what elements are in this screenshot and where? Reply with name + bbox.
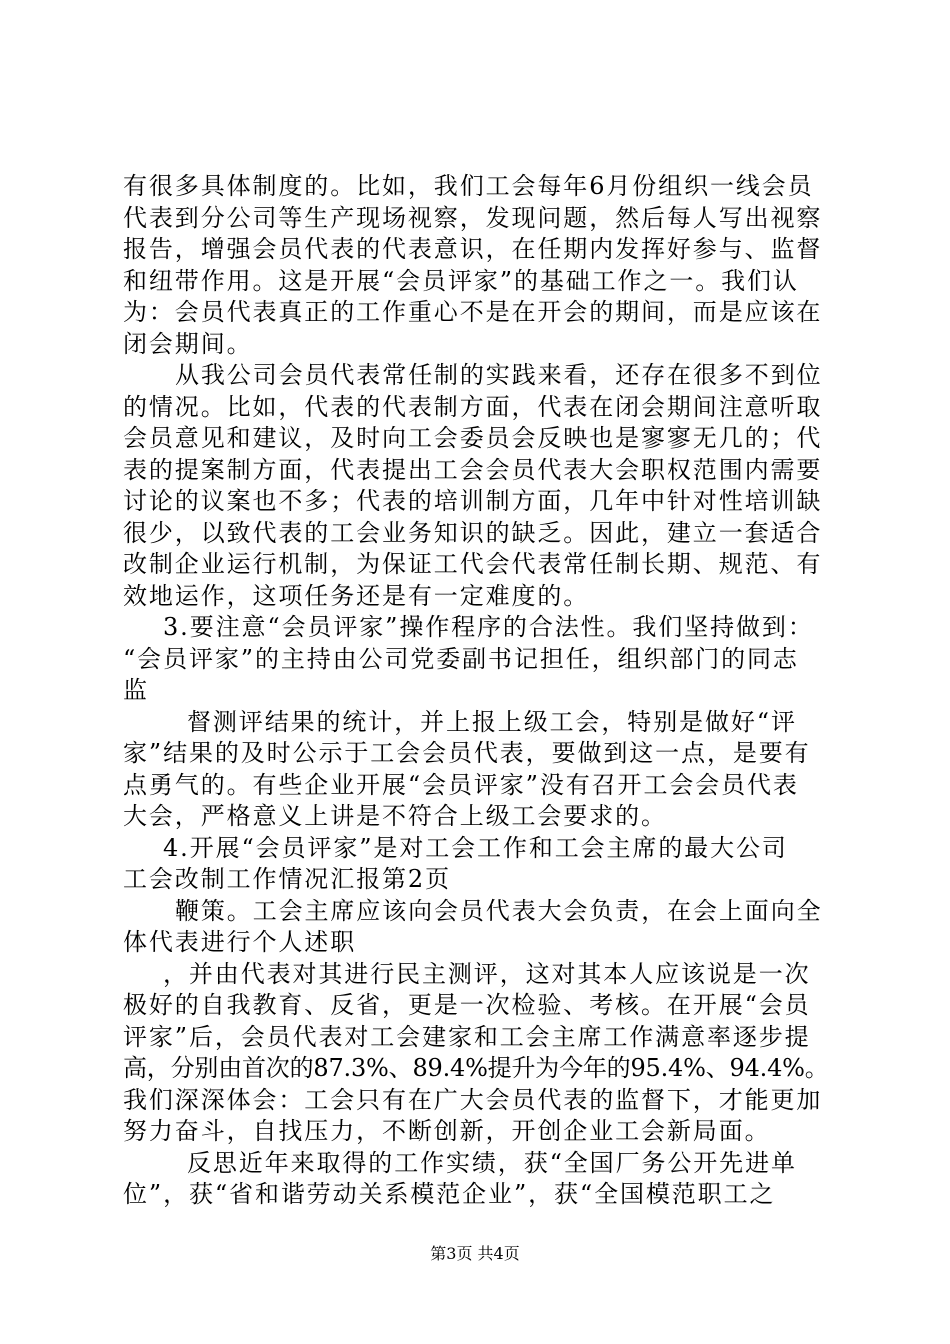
text-line: 家”结果的及时公示于工会会员代表，要做到这一点，是要有 xyxy=(123,739,811,767)
text-line: ，并由代表对其进行民主测评，这对其本人应该说是一次 xyxy=(163,959,811,988)
text-line: 有很多具体制度的。比如，我们工会每年6月份组织一线会员 xyxy=(123,172,814,200)
text-line: 表的提案制方面，代表提出工会会员代表大会职权范围内需要 xyxy=(123,455,823,484)
text-line: “会员评家”的主持由公司党委副书记担任，组织部门的同志 xyxy=(123,644,799,673)
text-line: 评家”后，会员代表对工会建家和工会主席工作满意率逐步提 xyxy=(123,1022,811,1051)
page-number-footer: 第3页 共4页 xyxy=(430,1244,520,1263)
text-line: 我们深深体会：工会只有在广大会员代表的监督下，才能更加 xyxy=(123,1085,823,1114)
text-line: 3.要注意“会员评家”操作程序的合法性。我们坚持做到： xyxy=(163,613,814,641)
text-line: 会员意见和建议，及时向工会委员会反映也是寥寥无几的；代 xyxy=(123,424,823,452)
text-line: 反思近年来取得的工作实绩，获“全国厂务公开先进单 xyxy=(187,1148,797,1177)
text-line: 和纽带作用。这是开展“会员评家”的基础工作之一。我们认 xyxy=(123,266,799,295)
text-line: 位”，获“省和谐劳动关系模范企业”，获“全国模范职工之 xyxy=(123,1180,776,1208)
text-line: 很少，以致代表的工会业务知识的缺乏。因此，建立一套适合 xyxy=(123,518,823,547)
text-line: 鞭策。工会主席应该向会员代表大会负责，在会上面向全 xyxy=(175,896,823,925)
text-line: 报告，增强会员代表的代表意识，在任期内发挥好参与、监督 xyxy=(123,235,823,263)
text-line: 4.开展“会员评家”是对工会工作和工会主席的最大公司 xyxy=(163,833,788,862)
text-line: 工会改制工作情况汇报第2页 xyxy=(123,865,451,893)
text-line: 监 xyxy=(123,676,149,704)
text-line: 极好的自我教育、反省，更是一次检验、考核。在开展“会员 xyxy=(123,991,811,1019)
text-line: 代表到分公司等生产现场视察，发现问题，然后每人写出视察 xyxy=(123,203,823,232)
text-line: 从我公司会员代表常任制的实践来看，还存在很多不到位 xyxy=(175,361,823,389)
text-line: 督测评结果的统计，并上报上级工会，特别是做好“评 xyxy=(187,707,797,736)
text-line: 体代表进行个人述职 xyxy=(123,928,357,956)
text-line: 效地运作，这项任务还是有一定难度的。 xyxy=(123,581,590,610)
text-line: 的情况。比如，代表的代表制方面，代表在闭会期间注意听取 xyxy=(123,392,823,421)
text-line: 大会，严格意义上讲是不符合上级工会要求的。 xyxy=(123,802,667,830)
text-line: 闭会期间。 xyxy=(123,329,253,358)
text-line: 改制企业运行机制，为保证工代会代表常任制长期、规范、有 xyxy=(123,550,823,578)
text-line: 为：会员代表真正的工作重心不是在开会的期间，而是应该在 xyxy=(123,298,823,326)
text-line: 努力奋斗，自找压力，不断创新，开创企业工会新局面。 xyxy=(123,1117,771,1145)
text-line: 点勇气的。有些企业开展“会员评家”没有召开工会会员代表 xyxy=(123,770,799,799)
text-line: 高，分别由首次的87.3%、89.4%提升为今年的95.4%、94.4%。 xyxy=(123,1054,829,1082)
body-text xyxy=(123,171,835,1211)
text-line: 讨论的议案也不多；代表的培训制方面，几年中针对性培训缺 xyxy=(123,487,823,515)
